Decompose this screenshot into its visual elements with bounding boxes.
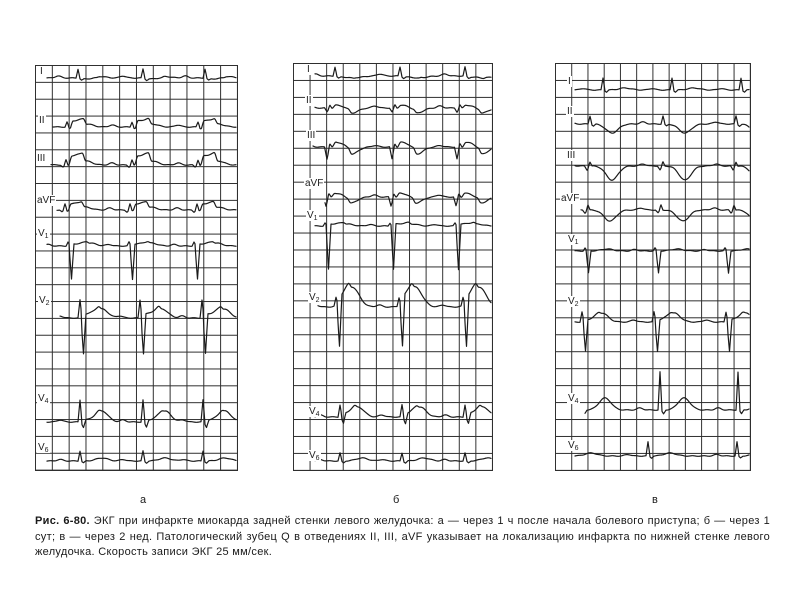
ecg-trace-V2 — [315, 283, 491, 346]
ecg-trace-III — [313, 142, 491, 159]
lead-label-V2 — [567, 296, 580, 307]
lead-label-V6 — [37, 442, 50, 453]
lead-label-V1 — [37, 228, 50, 239]
lead-label-V2 — [308, 292, 321, 303]
lead-label-I: I — [307, 64, 310, 75]
ecg-trace-V4 — [315, 405, 491, 424]
lead-index: 4 — [44, 398, 49, 405]
lead-letter: V — [307, 210, 314, 221]
lead-letter: V — [309, 292, 316, 303]
ecg-trace-aVF — [57, 201, 236, 212]
lead-index: 2 — [574, 301, 579, 308]
lead-letter: V — [568, 393, 575, 404]
ecg-traces-a — [35, 65, 237, 470]
lead-label-III: III — [567, 150, 576, 161]
ecg-trace-V2 — [575, 312, 749, 352]
lead-index: 2 — [315, 297, 320, 304]
ecg-grid-panel-a — [35, 65, 238, 471]
ecg-trace-V6 — [575, 442, 749, 458]
lead-label-II: II — [567, 106, 573, 117]
lead-index: 1 — [313, 215, 318, 222]
ecg-trace-II — [53, 118, 236, 128]
lead-label-V1 — [567, 234, 580, 245]
lead-label-V1 — [306, 210, 319, 221]
ecg-trace-V6 — [315, 453, 491, 463]
lead-letter: V — [568, 440, 575, 451]
ecg-trace-V1 — [315, 222, 491, 270]
lead-label-V6 — [567, 440, 580, 451]
lead-label-V2 — [38, 295, 51, 306]
ecg-trace-V4 — [585, 372, 749, 414]
ecg-traces-c — [555, 63, 750, 470]
lead-index: 4 — [574, 398, 579, 405]
lead-label-I: I — [40, 66, 43, 77]
ecg-grid-panel-b — [293, 63, 493, 471]
lead-index: 6 — [44, 447, 49, 454]
lead-letter: V — [38, 442, 45, 453]
lead-label-II: II — [39, 115, 45, 126]
caption-text: ЭКГ при инфаркте миокарда задней стенки левого желудочка: а — через 1 ч после начала болевого приступа; б — через 1 сут; в — через 2 нед. Патологический зубец Q в отведениях II, III, aVF указывает на локализацию инфаркта по нижней стенке левого желудочка. Скорость записи ЭКГ 25 мм/сек. — [35, 515, 770, 558]
lead-label-aVF: aVF — [561, 193, 580, 204]
panel-letter-b: б — [393, 494, 400, 506]
lead-label-III: III — [37, 153, 46, 164]
lead-letter: V — [38, 228, 45, 239]
panel-letter-a: а — [140, 494, 147, 506]
ecg-trace-V1 — [575, 248, 749, 273]
lead-index: 6 — [315, 455, 320, 462]
lead-letter: V — [38, 393, 45, 404]
lead-index: 2 — [45, 300, 50, 307]
lead-label-II: II — [306, 95, 312, 106]
ecg-trace-I — [575, 78, 749, 92]
ecg-traces-b — [293, 63, 492, 470]
ecg-grid-panel-c — [555, 63, 751, 471]
ecg-trace-II — [315, 105, 491, 113]
lead-label-V4 — [308, 406, 321, 417]
panel-letter-c: в — [652, 494, 658, 506]
figure-caption — [35, 514, 770, 561]
lead-letter: V — [309, 450, 316, 461]
lead-label-aVF: aVF — [37, 195, 56, 206]
lead-letter: V — [568, 234, 575, 245]
ecg-trace-V4 — [44, 398, 236, 428]
ecg-trace-aVF — [581, 205, 749, 221]
lead-index: 4 — [315, 411, 320, 418]
ecg-trace-I — [47, 69, 236, 81]
lead-label-V4 — [37, 393, 50, 404]
lead-letter: V — [309, 406, 316, 417]
lead-letter: V — [568, 296, 575, 307]
ecg-trace-I — [315, 67, 491, 79]
ecg-trace-V1 — [47, 242, 236, 280]
ecg-trace-III — [575, 162, 749, 181]
lead-letter: V — [39, 295, 46, 306]
ecg-trace-III — [51, 153, 236, 168]
lead-label-I: I — [568, 76, 571, 87]
ecg-trace-V2 — [60, 300, 236, 354]
lead-index: 1 — [574, 239, 579, 246]
lead-label-III: III — [307, 130, 316, 141]
ecg-trace-aVF — [325, 193, 491, 206]
lead-label-V4 — [567, 393, 580, 404]
caption-label: Рис. 6-80. — [35, 515, 90, 527]
lead-label-aVF: aVF — [305, 178, 324, 189]
lead-index: 6 — [574, 445, 579, 452]
ecg-trace-V6 — [47, 451, 236, 463]
lead-label-V6 — [308, 450, 321, 461]
ecg-trace-II — [575, 116, 749, 133]
lead-index: 1 — [44, 233, 49, 240]
